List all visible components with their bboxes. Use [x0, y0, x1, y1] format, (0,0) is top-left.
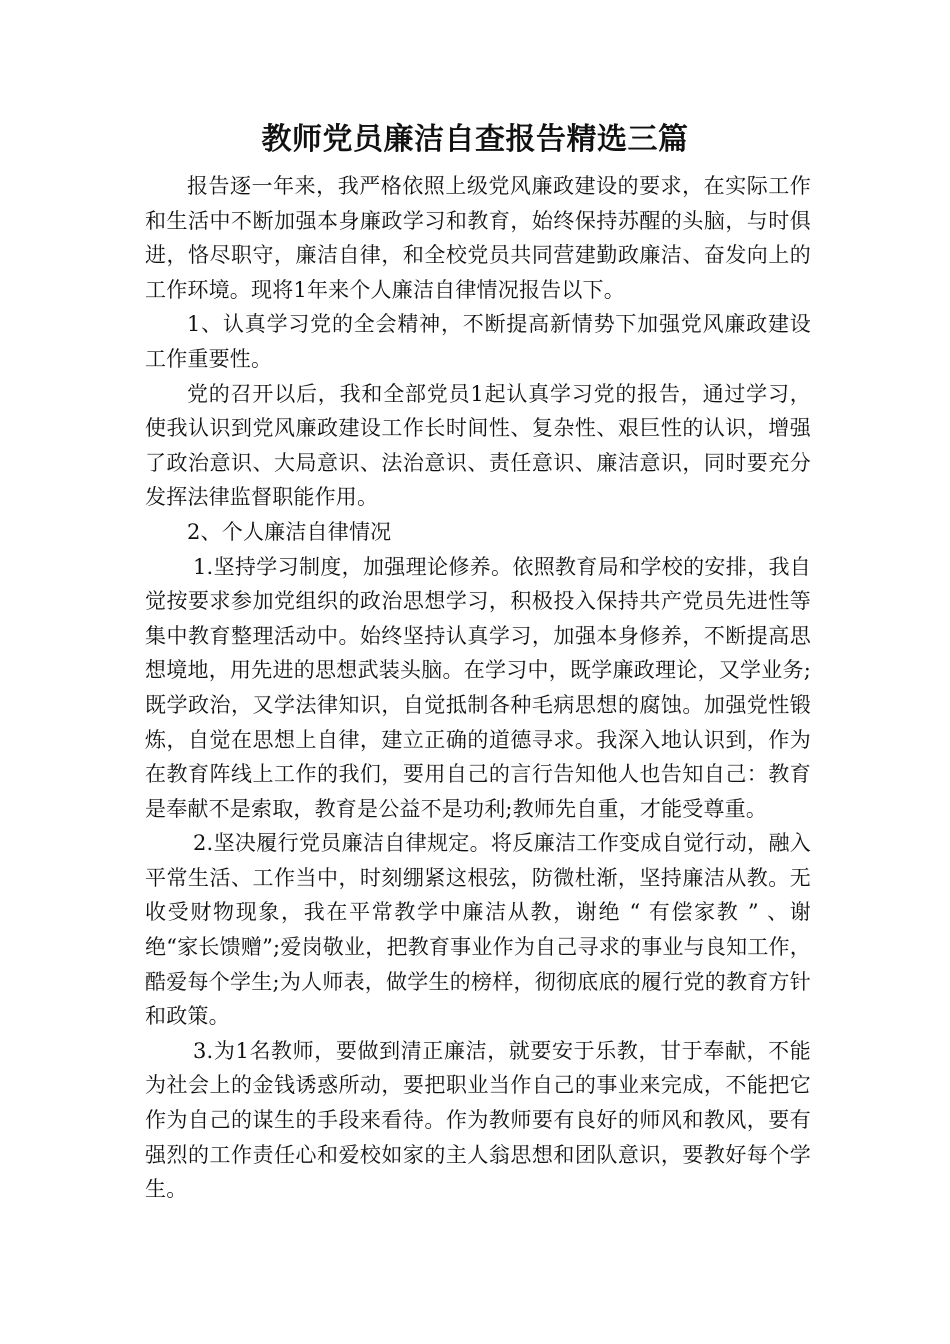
paragraph-item-3: 3.为1名教师，要做到清正廉洁，就要安于乐教，甘于奉献，不能为社会上的金钱诱惑所动，要把职业当作自己的事业来完成，不能把它作为自己的谋生的手段来看待。作为教师要有良好的师风和教风，要有强烈的工作责任心和爱校如家的主人翁思想和团队意识，要教好每个学 生。	[145, 1038, 811, 1202]
document-title: 教师党员廉洁自查报告精选三篇	[261, 122, 689, 157]
paragraph-item-1: 1.坚持学习制度，加强理论修养。依照教育局和学校的安排，我自觉按要求参加党组织的政治思想学习，积极投入保持共产党员先进性等集中教育整理活动中。始终坚持认真学习，加强本身修养，不断提高思想境地，用先进的思想武装头脑。在学习中，既学廉政理论，又学业务;既学政治，又学法律知识，自觉抵制各种毛病思想的腐蚀。加强党性锻炼，自觉在思想上自律，建立正确的道德寻求。我深入地认识到，作为在教育阵线上工作的我们，要用自己的言行告知他人也告知自己：教育是奉献不是索取，教育是公益不是功利;教师先自重，才能受尊重。	[145, 554, 811, 821]
paragraph-party-study: 党的召开以后，我和全部党员1起认真学习党的报告，通过学习，使我认识到党风廉政建设工作长时间性、复杂性、艰巨性的认识，增强了政治意识、大局意识、法治意识、责任意识、廉洁意识，同时要充分发挥法律监督职能作用。	[145, 381, 811, 510]
paragraph-heading-2: 2、个人廉洁自律情况	[187, 519, 392, 544]
paragraph-item-2: 2.坚决履行党员廉洁自律规定。将反廉洁工作变成自觉行动，融入平常生活、工作当中，时刻绷紧这根弦，防微杜渐，坚持廉洁从教。无收受财物现象，我在平常教学中廉洁从教，谢绝 “ 有偿家教 ” 、谢绝“家长馈赠”;爱岗敬业，把教育事业作为自己寻求的事业与良知工作，酷爱每个学生;为人师表，做学生的榜样，彻彻底底的履行党的教育方针和政策。	[145, 831, 811, 1029]
paragraph-heading-1: 1、认真学习党的全会精神，不断提高新情势下加强党风廉政建设工作重要性。	[145, 312, 811, 371]
paragraph-intro: 报告逐一年来，我严格依照上级党风廉政建设的要求，在实际工作和生活中不断加强本身廉政学习和教育，始终保持苏醒的头脑，与时俱进，恪尽职守，廉洁自律，和全校党员共同营建勤政廉洁、奋发向上的工作环境。现将1年来个人廉洁自律情况报告以下。	[145, 174, 811, 302]
document-body	[145, 169, 811, 1207]
